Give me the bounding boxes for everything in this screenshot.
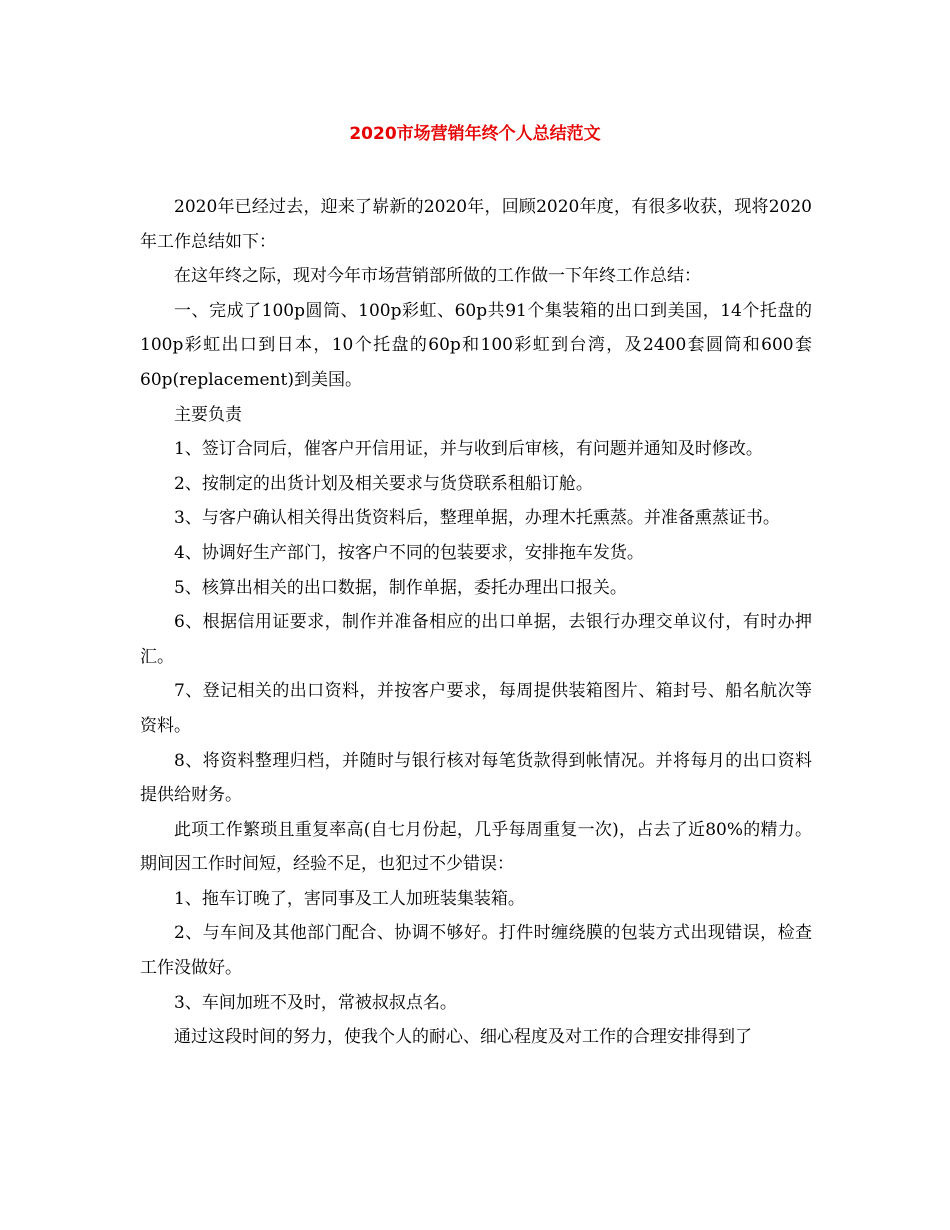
section-heading: 主要负责 bbox=[174, 404, 242, 425]
document-title: 2020市场营销年终个人总结范文 bbox=[349, 124, 601, 144]
list-item: 1、拖车订晚了，害同事及工人加班装集装箱。 bbox=[174, 888, 525, 909]
list-item: 4、协调好生产部门，按客户不同的包装要求，安排拖车发货。 bbox=[174, 542, 644, 563]
document-body bbox=[140, 190, 812, 1055]
list-item: 1、签订合同后，催客户开信用证，并与收到后审核，有问题并通知及时修改。 bbox=[174, 439, 763, 460]
list-item: 3、与客户确认相关得出货资料后，整理单据，办理木托熏蒸。并准备熏蒸证书。 bbox=[174, 508, 780, 529]
paragraph: 2020年已经过去，迎来了崭新的2020年，回顾2020年度，有很多收获，现将2020年工作总结如下： bbox=[140, 197, 812, 252]
list-item: 3、车间加班不及时，常被叔叔点名。 bbox=[174, 992, 457, 1013]
list-item: 7、登记相关的出口资料，并按客户要求，每周提供装箱图片、箱封号、船名航次等资料。 bbox=[140, 681, 812, 736]
paragraph: 此项工作繁琐且重复率高(自七月份起，几乎每周重复一次)，占去了近80%的精力。期间因工作时间短，经验不足，也犯过不少错误： bbox=[140, 819, 812, 875]
paragraph: 一、完成了100p圆筒、100p彩虹、60p共91个集装箱的出口到美国，14个托盘的100p彩虹出口到日本，10个托盘的60p和100彩虹到台湾，及2400套圆筒和600套60p(replacement)到美国。 bbox=[140, 300, 812, 390]
list-item: 2、与车间及其他部门配合、协调不够好。打件时缠绕膜的包装方式出现错误，检查工作没做好。 bbox=[140, 923, 812, 979]
paragraph: 通过这段时间的努力，使我个人的耐心、细心程度及对工作的合理安排得到了 bbox=[174, 1027, 752, 1048]
list-item: 8、将资料整理归档，并随时与银行核对每笔货款得到帐情况。并将每月的出口资料提供给财务。 bbox=[140, 750, 812, 806]
list-item: 2、按制定的出货计划及相关要求与货贷联系租船订舱。 bbox=[174, 473, 593, 494]
list-item: 5、核算出相关的出口数据，制作单据，委托办理出口报关。 bbox=[174, 577, 627, 598]
paragraph: 在这年终之际，现对今年市场营销部所做的工作做一下年终工作总结： bbox=[174, 266, 701, 287]
list-item: 6、根据信用证要求，制作并准备相应的出口单据，去银行办理交单议付，有时办押汇。 bbox=[140, 612, 812, 667]
